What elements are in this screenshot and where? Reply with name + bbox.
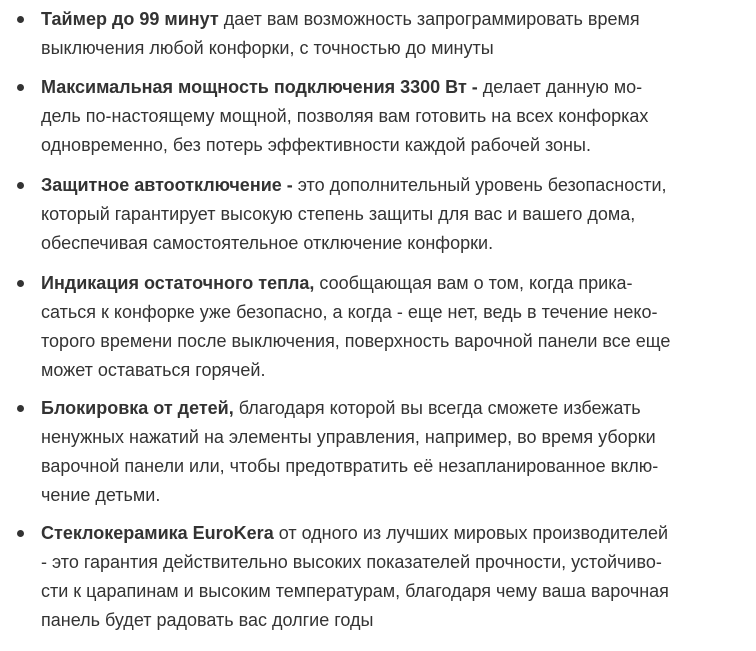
feature-item <box>0 521 756 637</box>
feature-text: благодаря которой вы всегда сможете избежать <box>233 398 641 418</box>
feature-line <box>41 608 373 632</box>
feature-text: одновременно, без потерь эффективности каждой рабочей зоны. <box>41 135 591 155</box>
feature-title: Защитное автоотключение - <box>41 175 293 195</box>
feature-title: Таймер до 99 минут <box>41 9 219 29</box>
feature-item <box>0 75 756 162</box>
feature-line <box>41 300 657 324</box>
feature-text: выключения любой конфорки, с точностью до минуты <box>41 38 494 58</box>
bullet-icon <box>17 280 24 287</box>
feature-text: сообщающая вам о том, когда прика- <box>314 273 633 293</box>
feature-title: Блокировка от детей, <box>41 398 234 418</box>
bullet-icon <box>17 16 24 23</box>
feature-text: панель будет радовать вас долгие годы <box>41 610 374 630</box>
feature-item <box>0 7 756 65</box>
feature-line <box>41 358 265 382</box>
feature-text: варочной панели или, чтобы предотвратить её незапланированное вклю- <box>41 456 659 476</box>
feature-line <box>41 7 640 31</box>
feature-line <box>41 396 641 420</box>
feature-title: Максимальная мощность подключения 3300 Вт - <box>41 77 478 97</box>
feature-line <box>41 36 494 60</box>
feature-line <box>41 454 658 478</box>
feature-text: саться к конфорке уже безопасно, а когда - еще нет, ведь в течение неко- <box>41 302 658 322</box>
feature-line <box>41 425 656 449</box>
bullet-icon <box>17 405 24 412</box>
feature-text: - это гарантия действительно высоких показателей прочности, устойчиво- <box>41 552 662 572</box>
feature-line <box>41 329 670 353</box>
feature-line <box>41 483 160 507</box>
feature-line <box>41 579 669 603</box>
feature-text: дель по-настоящему мощной, позволяя вам готовить на всех конфорках <box>41 106 649 126</box>
bullet-icon <box>17 182 24 189</box>
bullet-icon <box>17 84 24 91</box>
feature-line <box>41 173 667 197</box>
feature-text: сти к царапинам и высоким температурам, благодаря чему ваша варочная <box>41 581 669 601</box>
feature-line <box>41 521 668 545</box>
feature-line <box>41 133 591 157</box>
feature-text: торого времени после выключения, поверхность варочной панели все еще <box>41 331 671 351</box>
feature-text: ненужных нажатий на элементы управления, например, во время уборки <box>41 427 656 447</box>
feature-text: может оставаться горячей. <box>41 360 266 380</box>
feature-text: это дополнительный уровень безопасности, <box>292 175 667 195</box>
feature-text: который гарантирует высокую степень защиты для вас и вашего дома, <box>41 204 636 224</box>
bullet-icon <box>17 530 24 537</box>
feature-line <box>41 104 648 128</box>
feature-text: дает вам возможность запрограммировать время <box>218 9 640 29</box>
feature-item <box>0 396 756 512</box>
feature-title: Индикация остаточного тепла, <box>41 273 315 293</box>
feature-line <box>41 231 493 255</box>
feature-title: Стеклокерамика EuroKera <box>41 523 274 543</box>
feature-line <box>41 271 632 295</box>
feature-line <box>41 550 662 574</box>
feature-item <box>0 271 756 387</box>
feature-text: обеспечивая самостоятельное отключение конфорки. <box>41 233 494 253</box>
feature-line <box>41 75 642 99</box>
feature-text: чение детьми. <box>41 485 161 505</box>
feature-line <box>41 202 635 226</box>
feature-text: делает данную мо- <box>477 77 643 97</box>
feature-item <box>0 173 756 260</box>
feature-text: от одного из лучших мировых производителей <box>273 523 669 543</box>
